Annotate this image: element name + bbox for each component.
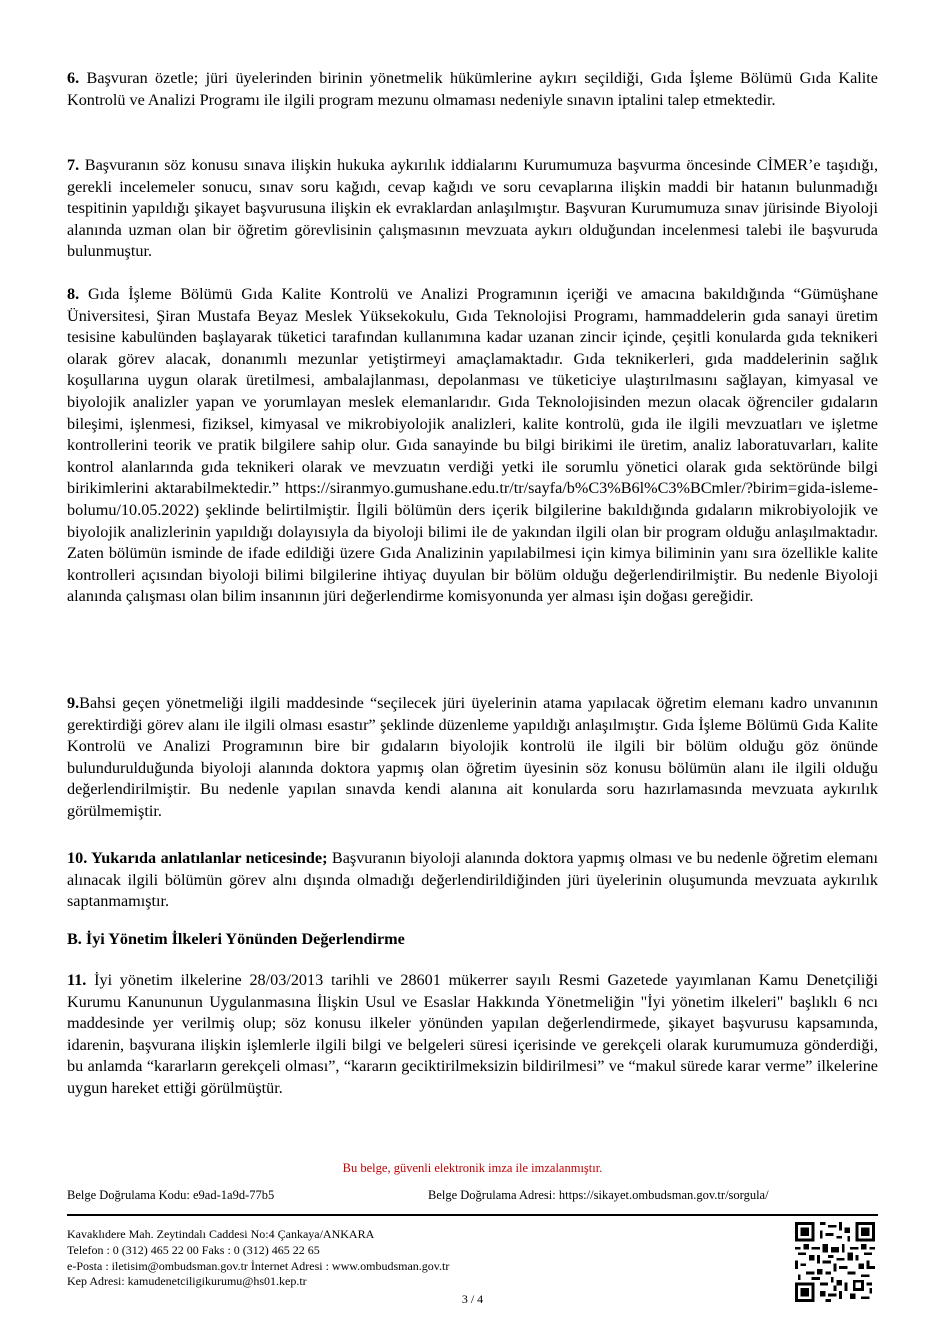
paragraph-10 [67,848,878,913]
footer-kep: Kep Adresi: kamudenetciligikurumu@hs01.kep.tr [67,1274,307,1289]
paragraph-text: Başvuranın biyoloji alanında doktora yapmış olması ve bu nedenle öğretim elemanı alınacak ilgili bölümün görev alnı dışında olmadığı değerlendirildiğinden jüri üyelerinin oluşumunda mevzuata aykırılık saptanmamıştır. [67,849,878,911]
paragraph-number: 8. [67,285,80,303]
paragraph-text: Başvuran özetle; jüri üyelerinden birinin yönetmelik hükümlerine aykırı seçildiği, Gıda İşleme Bölümü Gıda Kalite Kontrolü ve Analizi Programı ile ilgili program mezunu olmaması nedeniyle sınavın iptalini talep etmektedir. [67,69,878,109]
paragraph-9 [67,693,878,823]
paragraph-number: 10. Yukarıda anlatılanlar neticesinde; [67,849,328,867]
e-signature-notice: Bu belge, güvenli elektronik imza ile imzalanmıştır. [342,1161,603,1175]
paragraph-text: Bahsi geçen yönetmeliği ilgili maddesinde “seçilecek jüri üyelerinin atama yapılacak öğretim elemanı kadro unvanının gerektirdiği görev alanı ile ilgili olması esastır” şeklinde düzenleme yapıldığı anlaşılmıştır. Gıda İşleme Bölümü Gıda Kalite Kontrolü ve Analizi Programının bire bir gıdaların biyolojik kontrolü ile ilgili bir bölüm olduğu göz önünde bulundurulduğunda biyoloji alanında doktora yapmış olan öğretim üyesinin söz konusu bölümün alanı ile ilgili olduğu değerlendirilmiştir. Bu nedenle yapılan sınavda kendi alanına ait konularda soru hazırlamasında mevzuata aykırılık görülmemiştir. [67,694,878,820]
paragraph-text: Başvuranın söz konusu sınava ilişkin hukuka aykırılık iddialarını Kurumumuza başvurma öncesinde CİMER’e taşıdığı, gerekli incelemeler sonucu, sınav soru kağıdı, cevap kağıdı ve soru cevaplarına ilişkin maddi bir hatanın bulunmadığı tespitinin yapıldığı şikayet başvurusuna ilişkin ek evraklardan anlaşılmıştır. Başvuran Kurumumuza sınav jürisinde Biyoloji alanında uzman olan bir öğretim görevlisinin çalışmasının mevzuata aykırı olduğundan incelenmesi talebi ile başvuruda bulunmuştur. [67,156,878,261]
paragraph-text: İyi yönetim ilkelerine 28/03/2013 tarihli ve 28601 mükerrer sayılı Resmi Gazetede yayımlanan Kamu Denetçiliği Kurumu Kanununun Uygulanmasına İlişkin Usul ve Esaslar Hakkında Yönetmeliğin "İyi yönetim ilkeleri" başlıklı 6 ncı maddesinde yer verilmiş olup; söz konusu ilkeler yönünden yapılan değerlendirmede, şikayet başvurusu kapsamında, idarenin, başvurana ilişkin işlemlerle ilgili bilgi ve belgeleri süresi içerisinde ve gerekçeli olarak kurumumuza gönderdiği, bu anlamda “kararların gerekçeli olması”, “kararın geciktirilmeksizin bildirilmesi” ve “makul sürede karar verme” ilkelerine uygun hareket ettiği görülmüştür. [67,971,878,1097]
paragraph-number: 7. [67,156,80,174]
footer-phone: Telefon : 0 (312) 465 22 00 Faks : 0 (312) 465 22 65 [67,1242,320,1257]
footer-divider [67,1214,878,1216]
paragraph-number: 9. [67,694,80,712]
footer-email: e-Posta : iletisim@ombudsman.gov.tr İnternet Adresi : www.ombudsman.gov.tr [67,1258,450,1273]
paragraph-number: 11. [67,971,87,989]
footer-address: Kavaklıdere Mah. Zeytindalı Caddesi No:4 Çankaya/ANKARA [67,1227,375,1241]
verification-code: Belge Doğrulama Kodu: e9ad-1a9d-77b5 [67,1188,275,1202]
verification-address: Belge Doğrulama Adresi: https://sikayet.ombudsman.gov.tr/sorgula/ [428,1188,769,1202]
paragraph-text: Gıda İşleme Bölümü Gıda Kalite Kontrolü ve Analizi Programının içeriği ve amacına bakıldığında “Gümüşhane Üniversitesi, Şiran Mustafa Beyaz Meslek Yüksekokulu, Gıda Teknolojisi Programı, hammaddelerin gıda sanayi üretim tesisine kabulünden başlayarak tüketici tarafından kullanımına kadar uzanan zincir içinde, çeşitli konularda gıda teknikeri olarak görev alacak, donanımlı mezunlar yetiştirmeyi amaçlamaktadır. Gıda teknikerleri, gıda maddelerinin sağlık koşullarına uygun olarak üretilmesi, ambalajlanması, depolanması ve tüketiciye ulaştırılmasını sağlayan, kimyasal ve biyolojik analizler yapan ve yorumlayan meslek elemanlarıdır. Gıda Teknolojisinden mezun olacak öğrenciler gıdaların bileşimi, işlenmesi, fiziksel, kimyasal ve mikrobiyolojik analizleri, kalite kontrolü, gıda ile ilgili mevzuatları ve işletme kontrollerini teorik ve pratik bilgilere sahip olur. Gıda sanayinde bu bilgi birikimi ile üretim, analiz laboratuvarları, kalite kontrol alanlarında gıda teknikeri olarak ve mevzuatın verdiği yetki ile sorumlu yönetici olarak gıda sektöründe bilgi birikimlerini aktarabilmektedir.” https://siranmyo.gumushane.edu.tr/tr/sayfa/b%C3%B6l%C3%BCmler/?birim=gida-isleme-bolumu/10.05.2022) şeklinde belirtilmiştir. İlgili bölümün ders içerik bilgilerine bakıldığında gıdaların mikrobiyolojik ve biyolojik analizlerinin yapıldığı dolayısıyla da biyoloji bilimi ile de yakından ilgili olan bir program olduğu anlaşılmaktadır. Zaten bölümün isminde de ifade edildiği üzere Gıda Analizinin yapılabilmesi için kimya biliminin yanı sıra özellikle kalite kontrolleri açısından biyoloji bilimi bilgilerine ihtiyaç duyulan bir bölüm olduğu değerlendirilmiştir. Bu nedenle Biyoloji alanında çalışması olan bilim insanının jüri değerlendirme komisyonunda yer alması işin doğası gereğidir. [67,285,878,606]
qr-code-icon [795,1222,875,1302]
paragraph-number: 6. [67,69,80,87]
paragraph-11 [67,970,878,1100]
footer-contact [67,1227,449,1290]
paragraph-8 [67,284,878,608]
paragraph-7 [67,155,878,263]
section-heading: B. İyi Yönetim İlkeleri Yönünden Değerlendirme [67,930,405,948]
page-number: 3 / 4 [461,1292,484,1306]
paragraph-6 [67,68,878,111]
